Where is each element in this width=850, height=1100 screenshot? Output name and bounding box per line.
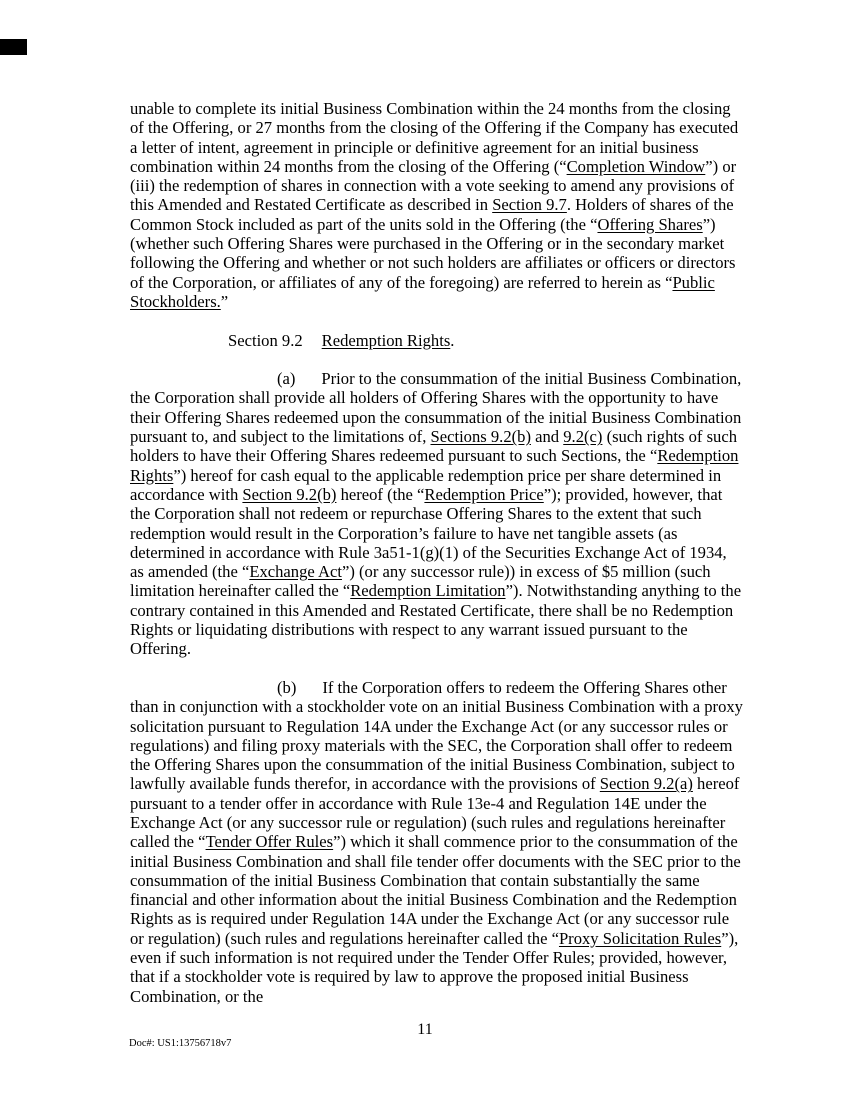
- underlined-term: Redemption Price: [424, 484, 544, 504]
- underlined-term: Exchange Act: [249, 562, 342, 582]
- text-run: ”) (whether such Offering Shares were purchased in the Offering or in the secondary market following the Offering and whether or not such holders are affiliates or officers or directors of the Corporation, or affiliates of any of the foregoing) are referred to herein as “: [130, 214, 736, 292]
- underlined-term: Completion Window: [566, 156, 706, 176]
- text-run: ”) which it shall commence prior to the consummation of the initial Business Combination and shall file tender offer documents with the SEC prior to the consummation of the initial Business Combination that contain substantially the same financial and other information about the initial Business Combination and the Redemption Rights as is required under Regulation 14A under the Exchange Act (or any successor rule or regulation) (such rules and regulations hereinafter called the “: [130, 832, 741, 948]
- text-run: ”). Notwithstanding anything to the contrary contained in this Amended and Restated Certificate, there shall be no Redemption Rights or liquidating distributions with respect to any warrant issued pursuant to the Offering.: [130, 581, 742, 659]
- underlined-term: Sections 9.2(b): [430, 427, 531, 447]
- text-run: (b): [277, 677, 297, 697]
- underlined-term: Tender Offer Rules: [205, 832, 334, 852]
- page-body-text: [130, 99, 744, 1006]
- text-run: hereof pursuant to a tender offer in accordance with Rule 13e-4 and Regulation 14E under the Exchange Act (or any successor rule or regulation) (such rules and regulations hereinafter called the “: [130, 774, 740, 852]
- paragraph-b: [130, 678, 744, 1006]
- underlined-term: Redemption Limitation: [350, 581, 506, 601]
- text-run: ”) hereof for cash equal to the applicable redemption price per share determined in accordance with: [130, 465, 722, 504]
- text-run: ”: [220, 291, 229, 311]
- underlined-term: Section 9.7: [492, 195, 567, 215]
- underlined-term: Public Stockholders.: [130, 272, 715, 311]
- doc-id-footer: Doc#: US1:13756718v7: [129, 1038, 232, 1049]
- scan-artifact-mark: [0, 39, 27, 55]
- text-run: Section 9.2: [228, 330, 303, 350]
- text-run: . Holders of shares of the Common Stock included as part of the units sold in the Offering (the “: [130, 195, 734, 234]
- text-run: ”), even if such information is not required under the Tender Offer Rules; provided, however, that if a stockholder vote is required by law to approve the proposed initial Business Combination, or the: [130, 928, 739, 1006]
- paragraph-a: [130, 369, 744, 658]
- paragraph-continuation: [130, 99, 744, 311]
- text-run: ”); provided, however, that the Corporation shall not redeem or repurchase Offering Shares to the extent that such redemption would result in the Corporation’s failure to have net tangible assets (as determined in accordance with Rule 3a51-1(g)(1) of the Securities Exchange Act of 1934, as amended (the “: [130, 484, 727, 582]
- underlined-term: Redemption Rights: [130, 446, 739, 485]
- underlined-term: Offering Shares: [597, 214, 703, 234]
- text-run: unable to complete its initial Business Combination within the 24 months from the closing of the Offering, or 27 months from the closing of the Offering if the Company has executed a letter of intent, agreement in principle or definitive agreement for an initial business combination within 24 months from the closing of the Offering (“: [130, 99, 739, 176]
- text-run: and: [530, 427, 564, 447]
- underlined-term: Section 9.2(b): [242, 484, 337, 504]
- text-run: (a): [277, 369, 296, 389]
- underlined-term: Proxy Solicitation Rules: [558, 928, 722, 948]
- text-run: hereof (the “: [336, 484, 425, 504]
- text-run: If the Corporation offers to redeem the Offering Shares other than in conjunction with a stockholder vote on an initial Business Combination with a proxy solicitation pursuant to Regulation 14A under the Exchange Act (or any successor rules or regulations) and filing proxy materials with the SEC, the Corporation shall offer to redeem the Offering Shares upon the consummation of the initial Business Combination, subject to lawfully available funds therefor, in accordance with the provisions of: [130, 677, 743, 794]
- underlined-term: Section 9.2(a): [599, 774, 693, 794]
- text-run: Prior to the consummation of the initial Business Combination, the Corporation shall provide all holders of Offering Shares with the opportunity to have their Offering Shares redeemed upon the consummation of the initial Business Combination pursuant to, and subject to the limitations of,: [130, 369, 742, 447]
- text-run: (such rights of such holders to have their Offering Shares redeemed pursuant to such Sections, the “: [130, 427, 737, 466]
- page-number: 11: [417, 1021, 433, 1038]
- underlined-term: 9.2(c): [563, 427, 603, 447]
- underlined-term: Redemption Rights: [321, 330, 451, 350]
- text-run: .: [450, 330, 455, 350]
- text-run: ”) or (iii) the redemption of shares in connection with a vote seeking to amend any provisions of this Amended and Restated Certificate as described in: [130, 156, 737, 215]
- text-run: ”) (or any successor rule)) in excess of $5 million (such limitation hereinafter called the “: [130, 562, 711, 601]
- section-heading: [130, 331, 744, 350]
